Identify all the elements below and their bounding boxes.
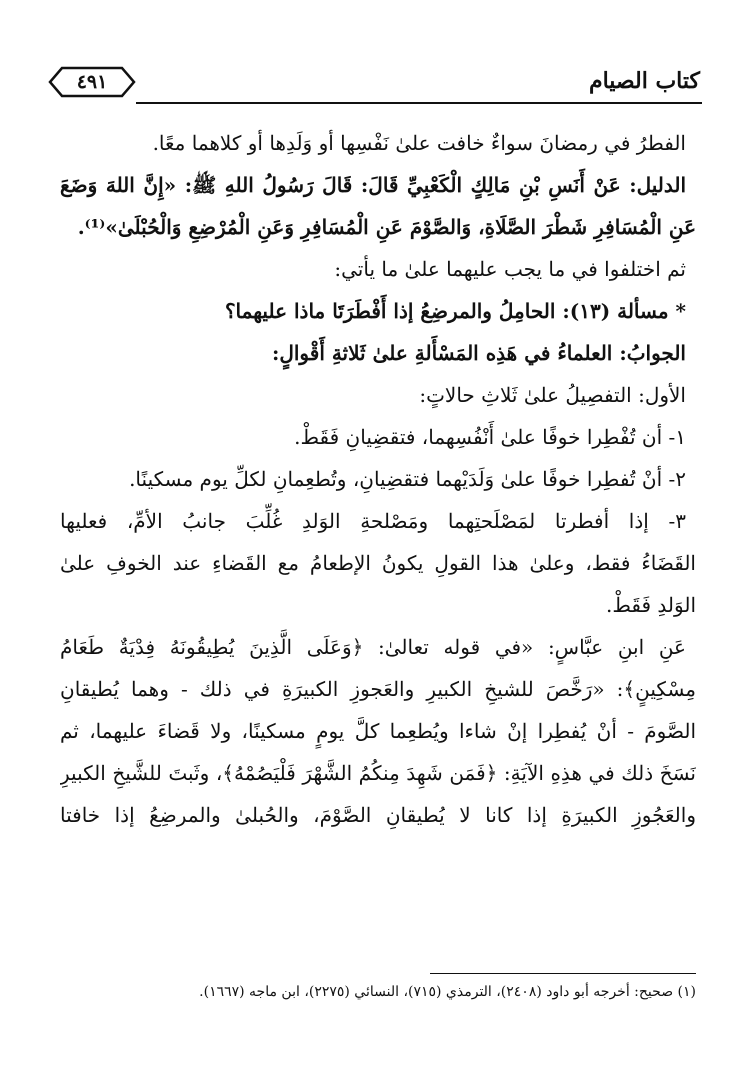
text-line: ١- أن تُفْطِرا خوفًا علىٰ أَنْفُسِهما، فتقضِيانِ فَقَطْ.: [294, 425, 686, 449]
header-rule: [136, 102, 702, 104]
text-line: والعَجُوزِ الكبيرَةِ إذا كانا لا يُطيقانِ الصَّوْمَ، والحُبلىٰ والمرضِعُ إذا خافتا: [60, 803, 696, 827]
text-line: الدليل: عَنْ أَنَسِ بْنِ مَالِكٍ الْكَعْبِيِّ قَالَ: قَالَ رَسُولُ اللهِ ﷺ: «إِنَّ اللهَ وَضَعَ: [60, 173, 686, 197]
text-line: ثم اختلفوا في ما يجب عليهما علىٰ ما يأتي:: [334, 257, 686, 281]
page-number: ٤٩١: [76, 71, 108, 93]
text-line: عَنِ ابنِ عبَّاسٍ: «في قوله تعالىٰ: ﴿وَعَلَى الَّذِينَ يُطِيقُونَهُ فِدْيَةٌ طَعَامُ: [60, 635, 686, 659]
page-header: [40, 64, 702, 104]
text-line: ٢- أنْ تُفطِرا خوفًا علىٰ وَلَدَيْهما فتقضِيانِ، وتُطعِمانِ لكلِّ يوم مسكينًا.: [129, 467, 686, 491]
footnote: (١) صحيح: أخرجه أبو داود (٢٤٠٨)، الترمذي (٧١٥)، النسائي (٢٢٧٥)، ابن ماجه (١٦٦٧).: [199, 984, 696, 1000]
text-line: الوَلدِ فَقَطْ.: [606, 593, 696, 617]
text-line: الصَّومَ - أنْ يُفطِرا إنْ شاءا ويُطعِما كلَّ يومٍ مسكينًا، ولا قَضاءَ عليهما، ثم: [60, 719, 696, 743]
text-line: الجوابُ: العلماءُ في هَذِه المَسْأَلةِ علىٰ ثَلاثةِ أَقْوالٍ:: [271, 341, 686, 365]
page-number-badge: [48, 66, 136, 98]
text-line: عَنِ الْمُسَافِرِ شَطْرَ الصَّلَاةِ، وَالصَّوْمَ عَنِ الْمُسَافِرِ وَعَنِ الْمُرْضِعِ وَالْحُبْلَىٰ»⁽¹⁾.: [77, 215, 696, 239]
main-text: [60, 122, 696, 836]
text-line: نَسَخَ ذلك في هذِهِ الآيَةِ: ﴿فَمَن شَهِدَ مِنكُمُ الشَّهْرَ فَلْيَصُمْهُ﴾، وثَبتَ للشَّيخِ الكبيرِ: [60, 761, 696, 785]
text-line: الأول: التفصِيلُ علىٰ ثَلاثِ حالاتٍ:: [419, 383, 686, 407]
text-line: * مسألة (١٣): الحامِلُ والمرضِعُ إذا أَفْطَرَتَا ماذا عليهما؟: [224, 299, 686, 323]
footnote-separator: [430, 973, 696, 974]
text-line: الفطرُ في رمضانَ سواءٌ خافت علىٰ نَفْسِها أو وَلَدِها أو كلاهما معًا.: [152, 131, 686, 155]
text-line: مِسْكِينٍ﴾: «رَخَّصَ للشيخِ الكبيرِ والعَجوزِ الكبيرَةِ في ذلك - وهما يُطيقانِ: [60, 677, 696, 701]
text-line: ٣- إذا أفطرتا لمَصْلَحتِهما ومَصْلحةِ الوَلدِ غُلِّبَ جانبُ الأمِّ، فعليها: [60, 509, 686, 533]
book-title: كتاب الصيام: [588, 68, 700, 94]
text-line: القَضَاءُ فقط، وعلىٰ هذا القولِ يكونُ الإطعامُ مع القَضاءِ عند الخوفِ علىٰ: [60, 551, 696, 575]
